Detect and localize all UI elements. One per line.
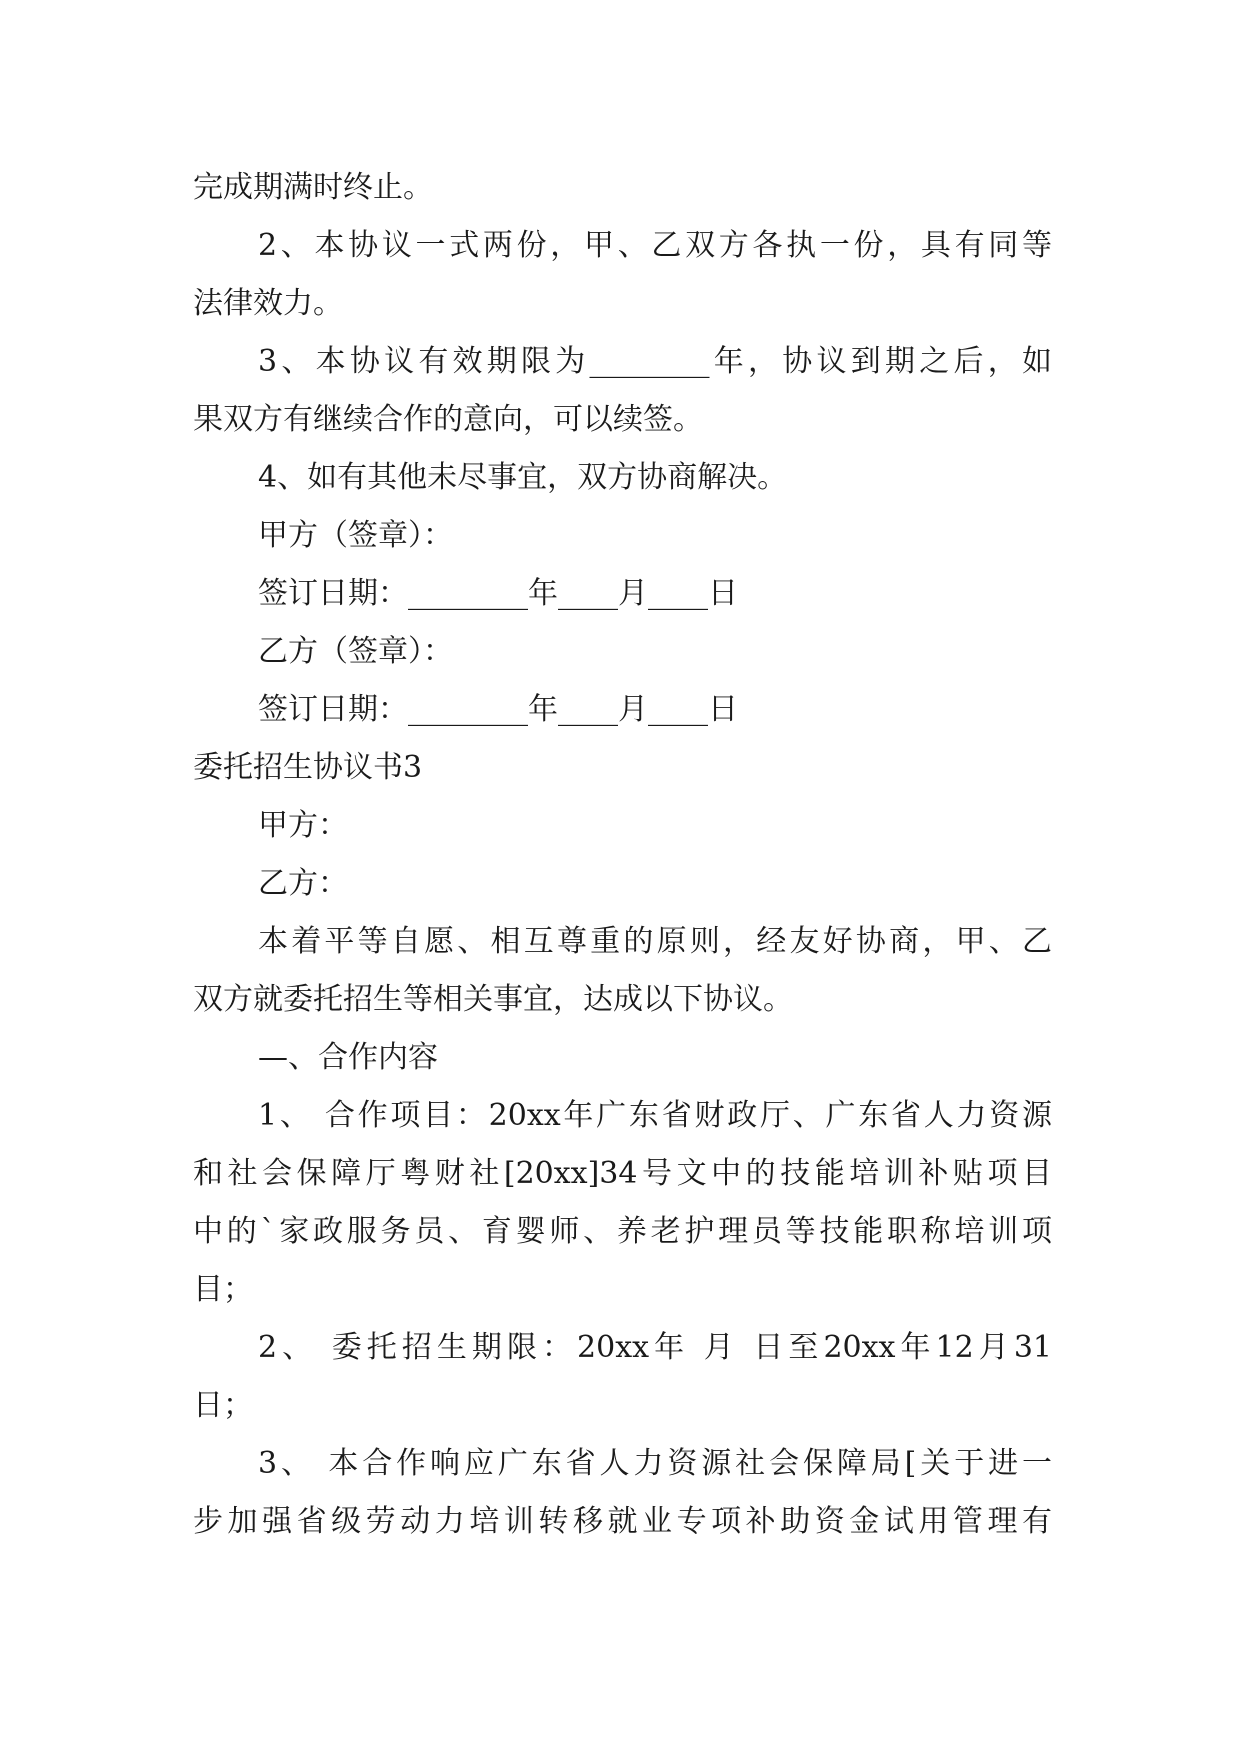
text-line: 1、 合作项目：20xx年广东省财政厅、广东省人力资源 <box>258 1098 1052 1133</box>
text-line: 完成期满时终止。 <box>193 170 433 205</box>
signing-date-line: 签订日期：________年____月____日 <box>258 692 738 727</box>
text-line: 法律效力。 <box>193 286 343 321</box>
text-line: 步加强省级劳动力培训转移就业专项补助资金试用管理有 <box>193 1504 1052 1539</box>
text-line: 3、本协议有效期限为________年，协议到期之后，如 <box>258 344 1052 379</box>
signature-label-party-a: 甲方（签章）： <box>258 518 453 553</box>
signing-date-line: 签订日期：________年____月____日 <box>258 576 738 611</box>
text-line: 日； <box>193 1388 253 1423</box>
section-title: 委托招生协议书3 <box>193 750 423 785</box>
party-a-label: 甲方： <box>258 808 348 843</box>
text-line: 本着平等自愿、相互尊重的原则，经友好协商，甲、乙 <box>258 924 1052 959</box>
text-line: 中的`家政服务员、育婴师、养老护理员等技能职称培训项 <box>193 1214 1052 1249</box>
text-line: 目； <box>193 1272 253 1307</box>
text-line: 2、 委托招生期限：20xx年 月 日至20xx年12月31 <box>258 1330 1052 1365</box>
signature-label-party-b: 乙方（签章）： <box>258 634 453 669</box>
text-line: 3、 本合作响应广东省人力资源社会保障局[关于进一 <box>258 1446 1052 1481</box>
subsection-heading: —、合作内容 <box>258 1040 438 1075</box>
text-line: 4、如有其他未尽事宜，双方协商解决。 <box>258 460 788 495</box>
text-line: 双方就委托招生等相关事宜，达成以下协议。 <box>193 982 793 1017</box>
party-b-label: 乙方： <box>258 866 348 901</box>
text-line: 果双方有继续合作的意向，可以续签。 <box>193 402 703 437</box>
text-line: 和社会保障厅粤财社[20xx]34号文中的技能培训补贴项目 <box>193 1156 1052 1191</box>
text-line: 2、本协议一式两份，甲、乙双方各执一份，具有同等 <box>258 228 1052 263</box>
